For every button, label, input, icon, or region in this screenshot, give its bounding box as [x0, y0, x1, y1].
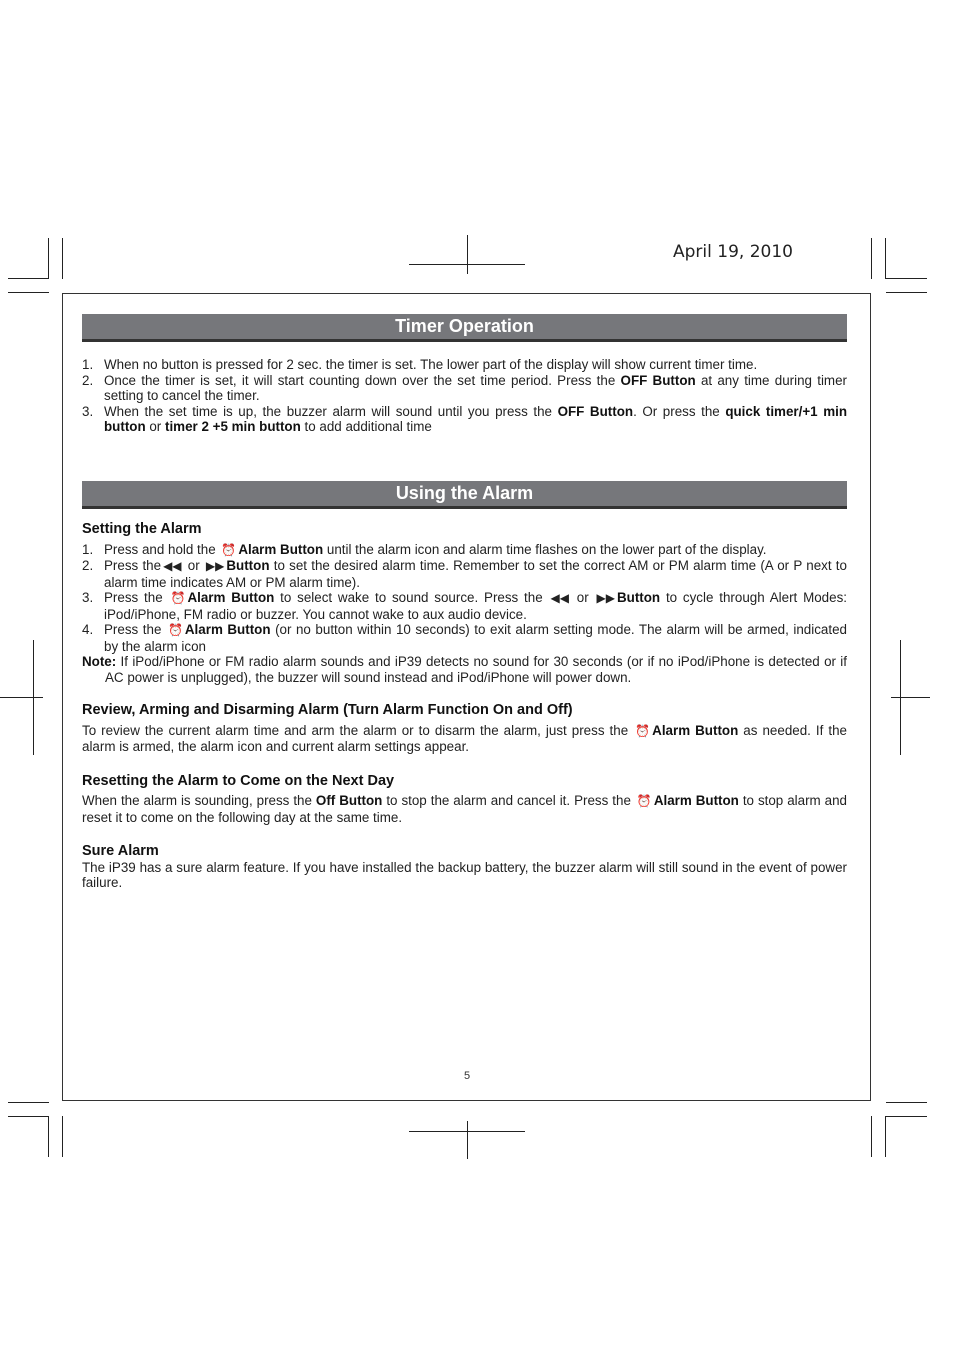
step-number: 2. — [82, 372, 94, 388]
section-title-alarm: Using the Alarm — [82, 481, 847, 509]
paragraph-text: to stop alarm and reset it to come on the following day at the same time. — [82, 793, 848, 825]
alarm-clock-icon: ⏰ — [170, 591, 186, 605]
registration-mark — [467, 1121, 468, 1159]
step-text: Once the timer is set, it will start counting down over the set time period. Press the — [104, 372, 621, 388]
step-text: or — [183, 558, 204, 573]
step-number: 4. — [82, 622, 94, 637]
crop-mark — [886, 1116, 927, 1117]
timer-instructions — [82, 357, 847, 435]
list-item — [82, 542, 847, 559]
step-text: to set the desired alarm time. Remember to set the correct AM or PM alarm time (A or P next to alarm time indicates AM or PM alarm time). — [104, 558, 847, 590]
alarm-clock-icon: ⏰ — [636, 794, 652, 808]
paragraph-text: as needed. If the alarm is armed, the alarm icon and current alarm settings appear. — [82, 722, 847, 754]
rewind-icon: ◀◀ — [550, 591, 569, 605]
crop-mark — [886, 278, 927, 279]
alarm-button-label: Alarm Button — [238, 541, 324, 557]
note-paragraph — [82, 654, 847, 685]
alarm-button-label: Alarm Button — [187, 590, 275, 605]
fast-forward-icon: ▶▶ — [596, 591, 615, 605]
note-text: If iPod/iPhone or FM radio alarm sounds and iP39 detects no sound for 30 seconds (or if no iPod/iPhone is detected or if AC power is unplugged), the buzzer will sound instead and iPod/iPhone will power down. — [105, 654, 847, 685]
crop-mark — [8, 1102, 49, 1103]
crop-mark — [871, 238, 872, 279]
step-text: at any time during timer setting to cancel the timer. — [104, 372, 847, 403]
sure-alarm-paragraph: The iP39 has a sure alarm feature. If you have installed the backup battery, the buzzer alarm will still sound in the event of power failure. — [82, 859, 847, 890]
reset-paragraph — [82, 793, 847, 825]
subheading-reset-alarm: Resetting the Alarm to Come on the Next Day — [82, 772, 395, 789]
page-number: 5 — [463, 1070, 471, 1082]
timer2-button-label: timer 2 +5 min button — [165, 419, 301, 434]
crop-mark — [886, 1102, 927, 1103]
timer-steps-list — [82, 357, 847, 435]
list-item — [82, 558, 847, 590]
alarm-steps-list — [82, 542, 847, 655]
step-text: to add additional time — [300, 419, 432, 434]
document-date: April 19, 2010 — [673, 242, 793, 262]
step-text: or — [145, 419, 165, 434]
alarm-clock-icon: ⏰ — [635, 723, 651, 738]
crop-mark — [48, 1116, 49, 1157]
alarm-clock-icon: ⏰ — [167, 623, 183, 637]
off-button-label: OFF Button — [620, 372, 696, 388]
registration-mark — [467, 235, 468, 274]
quick-timer-button-label: quick timer/+1 min button — [104, 403, 847, 434]
section-title-timer: Timer Operation — [82, 314, 847, 342]
subheading-setting-alarm: Setting the Alarm — [82, 521, 202, 537]
list-item — [82, 373, 847, 404]
step-text: to select wake to sound source. Press the — [274, 590, 549, 605]
step-number: 1. — [82, 357, 94, 372]
step-text: Press the — [104, 622, 166, 637]
step-text: (or no button within 10 seconds) to exit alarm setting mode. The alarm will be armed, indicated by the alarm icon — [104, 622, 847, 654]
crop-mark — [62, 238, 63, 279]
rewind-icon: ◀◀ — [163, 559, 182, 573]
crop-mark — [48, 238, 49, 279]
fast-forward-icon: ▶▶ — [205, 559, 225, 573]
step-text: Press the — [104, 590, 169, 605]
list-item — [82, 590, 847, 622]
step-text: to cycle through Alert Modes: iPod/iPhone, FM radio or buzzer. You cannot wake to aux audio device. — [104, 590, 847, 622]
crop-mark — [871, 1116, 872, 1157]
skip-button-label: Button — [616, 590, 661, 605]
paragraph-text: To review the current alarm time and arm the alarm or to disarm the alarm, just press the — [82, 722, 634, 738]
registration-mark — [0, 697, 43, 698]
alarm-button-label: Alarm Button — [184, 622, 271, 637]
alarm-button-label: Alarm Button — [652, 722, 739, 738]
step-text: until the alarm icon and alarm time flashes on the lower part of the display. — [323, 541, 767, 557]
step-text: or — [570, 590, 595, 605]
paragraph-text: When the alarm is sounding, press the — [82, 793, 316, 808]
review-paragraph — [82, 723, 847, 755]
paragraph-text: to stop the alarm and cancel it. Press the — [382, 793, 635, 808]
step-text: When no button is pressed for 2 sec. the timer is set. The lower part of the display will show current timer time. — [104, 357, 758, 372]
off-button-label: Off Button — [315, 793, 383, 808]
crop-mark — [62, 1116, 63, 1157]
step-text: When the set time is up, the buzzer alarm will sound until you press the — [104, 403, 558, 419]
registration-mark — [891, 697, 930, 698]
step-number: 1. — [82, 541, 94, 557]
crop-mark — [8, 278, 49, 279]
registration-mark — [33, 640, 34, 755]
step-number: 3. — [82, 403, 94, 419]
crop-mark — [885, 1116, 886, 1157]
list-item — [82, 404, 847, 435]
crop-mark — [8, 1116, 49, 1117]
step-number: 3. — [82, 590, 94, 605]
subheading-sure-alarm: Sure Alarm — [82, 843, 159, 859]
crop-mark — [886, 292, 927, 293]
alarm-instructions — [82, 522, 847, 891]
off-button-label: OFF Button — [557, 403, 634, 419]
alarm-button-label: Alarm Button — [653, 793, 739, 808]
step-text: Press and hold the — [104, 541, 220, 557]
step-number: 2. — [82, 558, 94, 573]
crop-mark — [8, 292, 49, 293]
crop-mark — [885, 238, 886, 279]
step-text: . Or press the — [633, 403, 726, 419]
subheading-review-alarm: Review, Arming and Disarming Alarm (Turn Alarm Function On and Off) — [82, 702, 573, 718]
alarm-clock-icon: ⏰ — [221, 542, 237, 557]
list-item — [82, 622, 847, 654]
step-text: Press the — [104, 558, 162, 573]
skip-button-label: Button — [226, 558, 270, 573]
list-item — [82, 357, 847, 373]
registration-mark — [900, 640, 901, 755]
note-label: Note: — [82, 654, 117, 669]
